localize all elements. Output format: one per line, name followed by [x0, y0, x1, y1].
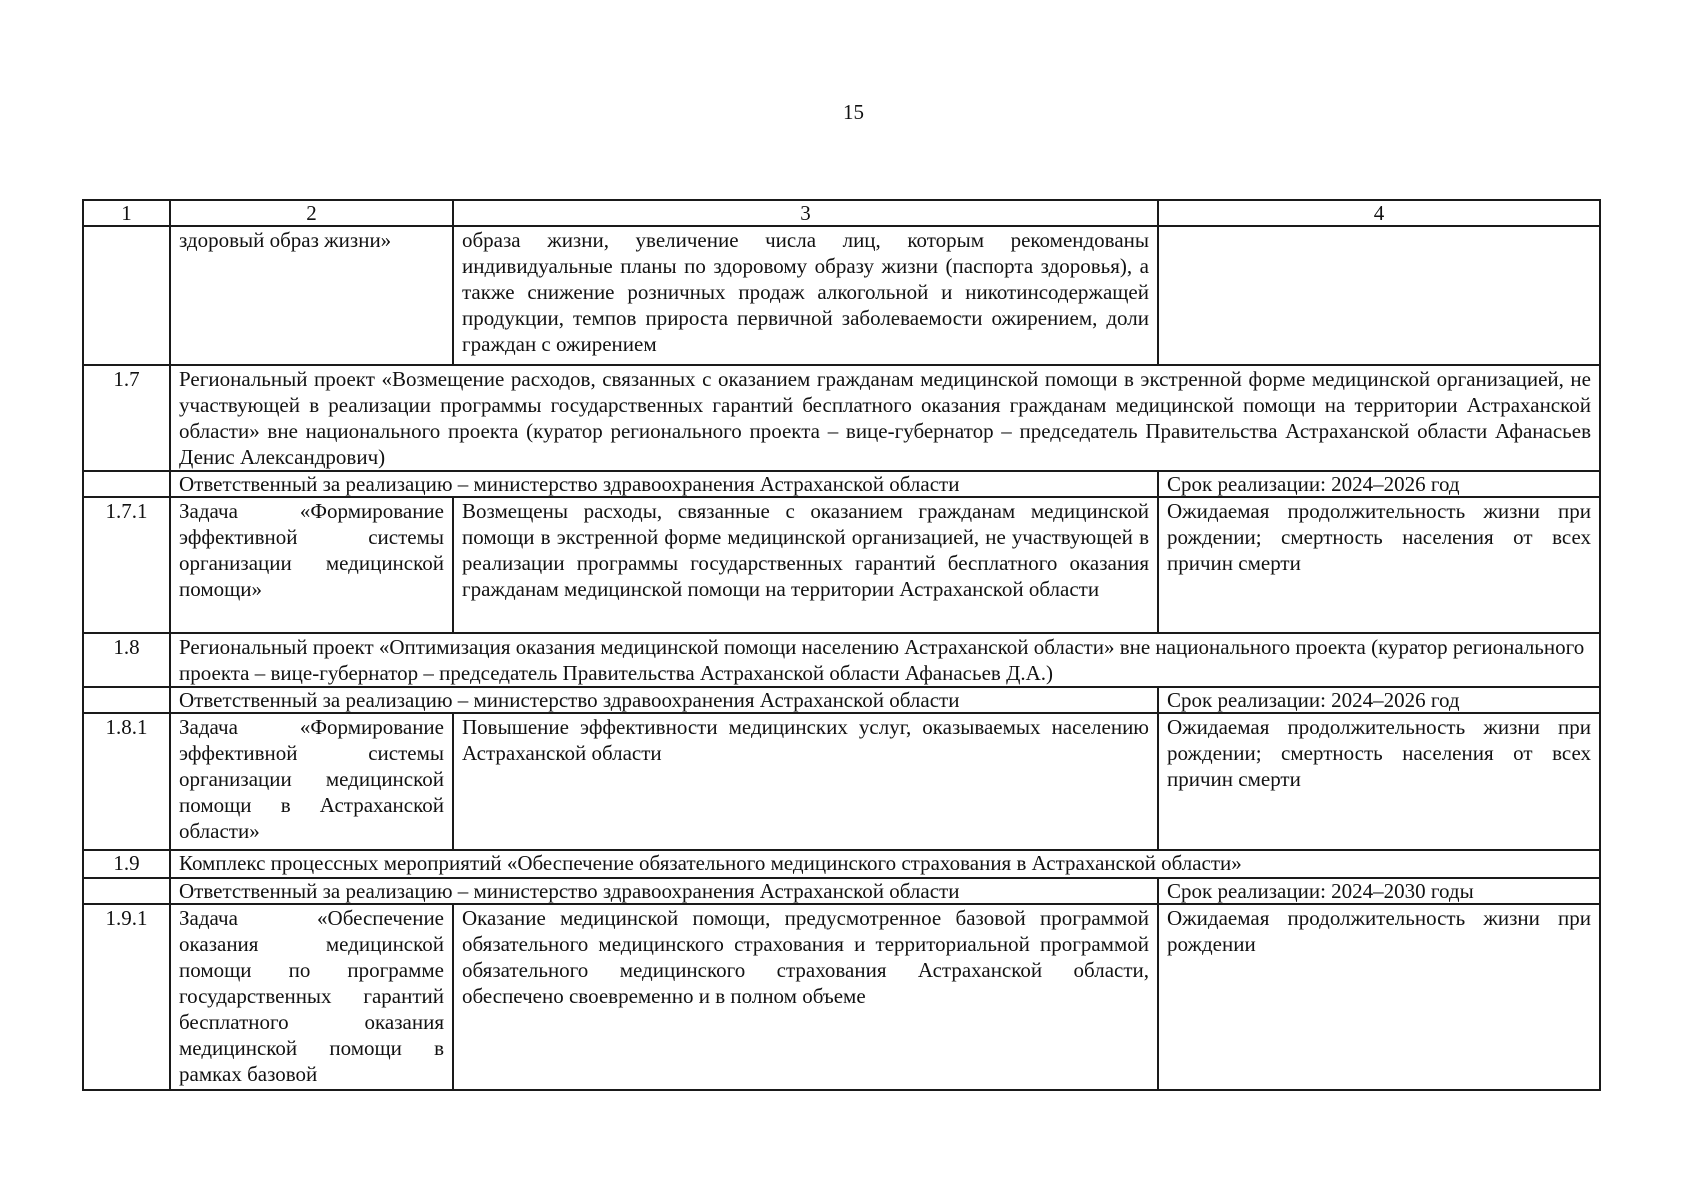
column-header-3: 3: [453, 200, 1158, 226]
term-text: Срок реализации: 2024–2026 год: [1158, 471, 1600, 497]
section-row-1-7: [83, 365, 1600, 471]
column-header-1: 1: [83, 200, 170, 226]
section-title: Региональный проект «Возмещение расходов, связанных с оказанием гражданам медицинской помощи в экстренной форме медицинской организацией, не участвующей в реализации программы государственных гарантий бесплатного оказания гражданам медицинской помощи на территории Астраханской области» вне национального проекта (куратор регионального проекта – вице-губернатор – председатель Правительства Астраханской области Афанасьев Денис Александрович): [170, 365, 1600, 471]
responsible-row: [83, 471, 1600, 497]
row-number-cell: [83, 687, 170, 713]
task-number: 1.7.1: [83, 497, 170, 633]
task-cell: Задача «Формирование эффективной системы организации медицинской помощи»: [170, 497, 453, 633]
row-number-cell: [83, 226, 170, 365]
effect-cell: Повышение эффективности медицинских услуг, оказываемых населению Астраханской области: [453, 713, 1158, 850]
table-row: [83, 226, 1600, 365]
responsible-text: Ответственный за реализацию – министерство здравоохранения Астраханской области: [170, 878, 1158, 904]
task-number: 1.8.1: [83, 713, 170, 850]
row-number-cell: [83, 878, 170, 904]
indicator-cell: Ожидаемая продолжительность жизни при рождении; смертность населения от всех причин смерти: [1158, 713, 1600, 850]
term-text: Срок реализации: 2024–2030 годы: [1158, 878, 1600, 904]
task-cell: здоровый образ жизни»: [170, 226, 453, 365]
task-row-1-7-1: [83, 497, 1600, 633]
task-row-1-8-1: [83, 713, 1600, 850]
row-number-cell: [83, 471, 170, 497]
page-number: 15: [843, 100, 864, 124]
task-row-1-9-1: [83, 904, 1600, 1090]
column-header-4: 4: [1158, 200, 1600, 226]
responsible-text: Ответственный за реализацию – министерство здравоохранения Астраханской области: [170, 471, 1158, 497]
section-row-1-9: [83, 850, 1600, 878]
section-number: 1.8: [83, 633, 170, 687]
program-table: [82, 199, 1601, 1091]
effect-cell: Оказание медицинской помощи, предусмотренное базовой программой обязательного медицинского страхования и территориальной программой обязательного медицинского страхования Астраханской области, обеспечено своевременно и в полном объеме: [453, 904, 1158, 1090]
task-number: 1.9.1: [83, 904, 170, 1090]
responsible-row: [83, 687, 1600, 713]
responsible-row: [83, 878, 1600, 904]
section-title: Комплекс процессных мероприятий «Обеспечение обязательного медицинского страхования в Астраханской области»: [170, 850, 1600, 878]
column-header-2: 2: [170, 200, 453, 226]
effect-cell: Возмещены расходы, связанные с оказанием гражданам медицинской помощи в экстренной форме медицинской организацией, не участвующей в реализации программы государственных гарантий бесплатного оказания гражданам медицинской помощи на территории Астраханской области: [453, 497, 1158, 633]
section-row-1-8: [83, 633, 1600, 687]
responsible-text: Ответственный за реализацию – министерство здравоохранения Астраханской области: [170, 687, 1158, 713]
term-text: Срок реализации: 2024–2026 год: [1158, 687, 1600, 713]
table-header-row: [83, 200, 1600, 226]
indicator-cell: [1158, 226, 1600, 365]
task-cell: Задача «Обеспечение оказания медицинской помощи по программе государственных гарантий бесплатного оказания медицинской помощи в рамках базовой: [170, 904, 453, 1090]
indicator-cell: Ожидаемая продолжительность жизни при рождении: [1158, 904, 1600, 1090]
task-cell: Задача «Формирование эффективной системы организации медицинской помощи в Астраханской области»: [170, 713, 453, 850]
section-number: 1.7: [83, 365, 170, 471]
section-title: Региональный проект «Оптимизация оказания медицинской помощи населению Астраханской области» вне национального проекта (куратор регионального проекта – вице-губернатор – председатель Правительства Астраханской области Афанасьев Д.А.): [170, 633, 1600, 687]
effect-cell: образа жизни, увеличение числа лиц, которым рекомендованы индивидуальные планы по здоровому образу жизни (паспорта здоровья), а также снижение розничных продаж алкогольной и никотинсодержащей продукции, темпов прироста первичной заболеваемости ожирением, доли граждан с ожирением: [453, 226, 1158, 365]
indicator-cell: Ожидаемая продолжительность жизни при рождении; смертность населения от всех причин смерти: [1158, 497, 1600, 633]
section-number: 1.9: [83, 850, 170, 878]
